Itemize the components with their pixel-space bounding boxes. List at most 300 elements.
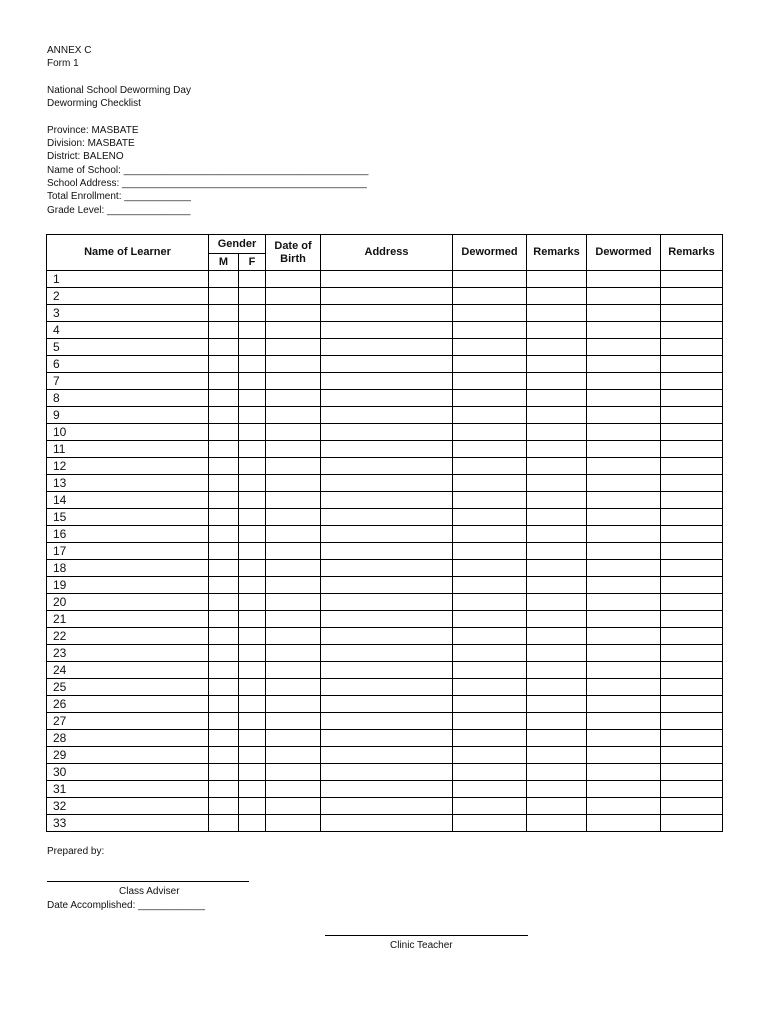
table-cell <box>527 271 587 288</box>
province-field: Province: MASBATE <box>47 125 139 136</box>
table-cell <box>209 441 239 458</box>
table-cell <box>266 662 321 679</box>
table-cell <box>209 509 239 526</box>
table-cell <box>527 730 587 747</box>
table-cell <box>453 747 527 764</box>
table-cell <box>239 356 266 373</box>
table-cell <box>209 662 239 679</box>
table-cell <box>453 781 527 798</box>
table-cell <box>453 288 527 305</box>
table-row <box>47 441 723 458</box>
table-cell <box>266 390 321 407</box>
row-number: 26 <box>47 696 209 713</box>
table-cell <box>587 696 661 713</box>
table-cell <box>527 407 587 424</box>
table-cell <box>661 543 723 560</box>
school-name-field: Name of School: ____________________________________________ <box>47 165 369 176</box>
table-cell <box>661 747 723 764</box>
deworming-checklist-table <box>46 234 723 832</box>
table-row <box>47 424 723 441</box>
table-cell <box>661 356 723 373</box>
table-row <box>47 798 723 815</box>
table-cell <box>321 730 453 747</box>
table-cell <box>527 713 587 730</box>
table-cell <box>321 356 453 373</box>
row-number: 22 <box>47 628 209 645</box>
row-number: 6 <box>47 356 209 373</box>
table-cell <box>661 288 723 305</box>
col-header-address: Address <box>321 235 453 271</box>
table-cell <box>587 747 661 764</box>
class-adviser-label: Class Adviser <box>119 886 180 897</box>
table-cell <box>266 577 321 594</box>
table-row <box>47 475 723 492</box>
table-cell <box>661 730 723 747</box>
col-header-remarks-2: Remarks <box>661 235 723 271</box>
table-cell <box>321 373 453 390</box>
table-cell <box>587 509 661 526</box>
table-cell <box>527 543 587 560</box>
table-cell <box>239 560 266 577</box>
table-cell <box>266 492 321 509</box>
table-cell <box>453 339 527 356</box>
table-row <box>47 560 723 577</box>
table-cell <box>239 543 266 560</box>
table-cell <box>321 560 453 577</box>
table-cell <box>266 458 321 475</box>
row-number: 14 <box>47 492 209 509</box>
table-cell <box>266 560 321 577</box>
table-cell <box>321 322 453 339</box>
table-cell <box>453 730 527 747</box>
table-cell <box>321 764 453 781</box>
table-cell <box>587 713 661 730</box>
table-cell <box>661 594 723 611</box>
table-cell <box>527 815 587 832</box>
form-label: Form 1 <box>47 58 79 69</box>
table-cell <box>239 798 266 815</box>
table-cell <box>209 645 239 662</box>
table-cell <box>239 696 266 713</box>
table-cell <box>661 815 723 832</box>
table-cell <box>209 407 239 424</box>
table-cell <box>661 509 723 526</box>
table-cell <box>266 730 321 747</box>
table-cell <box>209 696 239 713</box>
prepared-by-label: Prepared by: <box>47 846 105 857</box>
table-cell <box>321 543 453 560</box>
table-cell <box>527 526 587 543</box>
table-row <box>47 594 723 611</box>
table-cell <box>321 271 453 288</box>
grade-level-field: Grade Level: _______________ <box>47 205 191 216</box>
table-cell <box>239 390 266 407</box>
row-number: 23 <box>47 645 209 662</box>
table-cell <box>587 373 661 390</box>
table-cell <box>266 288 321 305</box>
table-cell <box>266 781 321 798</box>
table-cell <box>453 407 527 424</box>
table-cell <box>266 305 321 322</box>
table-cell <box>587 815 661 832</box>
table-cell <box>527 611 587 628</box>
annex-label: ANNEX C <box>47 45 92 56</box>
table-row <box>47 373 723 390</box>
row-number: 3 <box>47 305 209 322</box>
table-cell <box>527 764 587 781</box>
table-cell <box>661 781 723 798</box>
table-cell <box>587 730 661 747</box>
table-cell <box>266 645 321 662</box>
table-cell <box>453 594 527 611</box>
row-number: 10 <box>47 424 209 441</box>
table-row <box>47 815 723 832</box>
table-row <box>47 492 723 509</box>
table-cell <box>453 543 527 560</box>
table-cell <box>527 645 587 662</box>
table-cell <box>239 407 266 424</box>
table-cell <box>239 441 266 458</box>
table-cell <box>527 798 587 815</box>
table-cell <box>321 509 453 526</box>
col-header-gender: Gender <box>209 235 266 254</box>
row-number: 2 <box>47 288 209 305</box>
table-cell <box>453 526 527 543</box>
table-cell <box>527 594 587 611</box>
table-cell <box>266 594 321 611</box>
table-cell <box>209 611 239 628</box>
table-cell <box>321 390 453 407</box>
table-cell <box>587 288 661 305</box>
table-row <box>47 662 723 679</box>
table-row <box>47 747 723 764</box>
table-cell <box>453 577 527 594</box>
table-cell <box>209 747 239 764</box>
table-cell <box>527 356 587 373</box>
table-cell <box>266 526 321 543</box>
table-cell <box>239 526 266 543</box>
row-number: 28 <box>47 730 209 747</box>
table-cell <box>587 662 661 679</box>
table-cell <box>527 390 587 407</box>
table-cell <box>321 441 453 458</box>
table-cell <box>453 645 527 662</box>
table-cell <box>453 628 527 645</box>
table-cell <box>527 696 587 713</box>
table-row <box>47 611 723 628</box>
table-cell <box>661 696 723 713</box>
table-cell <box>239 424 266 441</box>
table-cell <box>266 628 321 645</box>
table-row <box>47 526 723 543</box>
table-cell <box>266 543 321 560</box>
row-number: 9 <box>47 407 209 424</box>
clinic-teacher-label: Clinic Teacher <box>390 940 453 951</box>
table-cell <box>239 322 266 339</box>
table-cell <box>453 764 527 781</box>
table-cell <box>209 798 239 815</box>
table-cell <box>209 390 239 407</box>
table-cell <box>661 713 723 730</box>
table-cell <box>266 424 321 441</box>
table-cell <box>661 662 723 679</box>
table-cell <box>266 322 321 339</box>
table-cell <box>527 679 587 696</box>
table-cell <box>321 339 453 356</box>
table-cell <box>661 611 723 628</box>
table-cell <box>453 611 527 628</box>
table-cell <box>661 798 723 815</box>
row-number: 8 <box>47 390 209 407</box>
table-row <box>47 458 723 475</box>
table-cell <box>321 747 453 764</box>
table-cell <box>239 492 266 509</box>
table-row <box>47 288 723 305</box>
table-cell <box>453 662 527 679</box>
row-number: 17 <box>47 543 209 560</box>
table-cell <box>209 373 239 390</box>
table-cell <box>239 764 266 781</box>
col-header-dewormed-2: Dewormed <box>587 235 661 271</box>
table-cell <box>209 577 239 594</box>
row-number: 16 <box>47 526 209 543</box>
col-header-female: F <box>239 254 266 271</box>
table-cell <box>266 764 321 781</box>
table-cell <box>661 492 723 509</box>
table-cell <box>266 441 321 458</box>
table-cell <box>661 560 723 577</box>
table-cell <box>209 356 239 373</box>
table-cell <box>587 781 661 798</box>
table-cell <box>321 458 453 475</box>
table-cell <box>209 271 239 288</box>
table-cell <box>321 594 453 611</box>
table-cell <box>587 628 661 645</box>
table-cell <box>453 305 527 322</box>
table-cell <box>321 696 453 713</box>
row-number: 4 <box>47 322 209 339</box>
table-cell <box>587 764 661 781</box>
row-number: 1 <box>47 271 209 288</box>
table-cell <box>239 509 266 526</box>
table-row <box>47 271 723 288</box>
table-cell <box>321 288 453 305</box>
table-cell <box>266 271 321 288</box>
table-cell <box>527 577 587 594</box>
table-cell <box>661 458 723 475</box>
table-cell <box>239 713 266 730</box>
table-cell <box>239 594 266 611</box>
table-cell <box>266 475 321 492</box>
table-row <box>47 713 723 730</box>
table-cell <box>239 679 266 696</box>
table-cell <box>587 390 661 407</box>
table-cell <box>453 475 527 492</box>
table-cell <box>209 305 239 322</box>
table-cell <box>209 764 239 781</box>
table-cell <box>321 424 453 441</box>
table-cell <box>209 458 239 475</box>
table-cell <box>661 407 723 424</box>
table-cell <box>661 271 723 288</box>
table-cell <box>266 407 321 424</box>
table-cell <box>527 475 587 492</box>
table-cell <box>527 288 587 305</box>
col-header-remarks-1: Remarks <box>527 235 587 271</box>
row-number: 27 <box>47 713 209 730</box>
table-cell <box>266 696 321 713</box>
table-cell <box>587 322 661 339</box>
table-cell <box>587 339 661 356</box>
table-cell <box>453 679 527 696</box>
table-cell <box>587 424 661 441</box>
table-cell <box>587 594 661 611</box>
table-cell <box>266 611 321 628</box>
table-cell <box>587 560 661 577</box>
table-cell <box>661 322 723 339</box>
col-header-dob: Date of Birth <box>266 235 321 271</box>
col-header-male: M <box>209 254 239 271</box>
table-cell <box>661 526 723 543</box>
table-cell <box>266 356 321 373</box>
table-cell <box>209 679 239 696</box>
table-row <box>47 679 723 696</box>
table-cell <box>587 798 661 815</box>
row-number: 12 <box>47 458 209 475</box>
table-cell <box>587 526 661 543</box>
table-row <box>47 305 723 322</box>
table-cell <box>661 577 723 594</box>
school-address-field: School Address: ____________________________________________ <box>47 178 367 189</box>
table-cell <box>453 713 527 730</box>
row-number: 5 <box>47 339 209 356</box>
table-row <box>47 509 723 526</box>
table-cell <box>321 798 453 815</box>
table-cell <box>209 543 239 560</box>
table-cell <box>239 815 266 832</box>
table-cell <box>239 339 266 356</box>
table-cell <box>661 628 723 645</box>
table-cell <box>453 458 527 475</box>
table-cell <box>587 611 661 628</box>
table-cell <box>239 747 266 764</box>
table-cell <box>527 322 587 339</box>
table-cell <box>527 662 587 679</box>
table-cell <box>321 577 453 594</box>
table-cell <box>527 492 587 509</box>
table-cell <box>661 475 723 492</box>
table-cell <box>209 781 239 798</box>
table-row <box>47 543 723 560</box>
table-cell <box>453 271 527 288</box>
table-row <box>47 645 723 662</box>
table-cell <box>453 798 527 815</box>
table-cell <box>209 339 239 356</box>
table-cell <box>527 305 587 322</box>
table-cell <box>239 271 266 288</box>
table-cell <box>661 441 723 458</box>
table-cell <box>587 679 661 696</box>
table-cell <box>527 781 587 798</box>
table-cell <box>587 441 661 458</box>
table-cell <box>527 424 587 441</box>
table-cell <box>661 373 723 390</box>
table-cell <box>587 492 661 509</box>
total-enrollment-field: Total Enrollment: ____________ <box>47 191 191 202</box>
table-row <box>47 407 723 424</box>
row-number: 32 <box>47 798 209 815</box>
table-cell <box>587 645 661 662</box>
table-cell <box>321 407 453 424</box>
table-cell <box>209 628 239 645</box>
table-cell <box>239 730 266 747</box>
table-cell <box>453 373 527 390</box>
table-cell <box>527 747 587 764</box>
table-row <box>47 339 723 356</box>
table-cell <box>239 577 266 594</box>
col-header-name: Name of Learner <box>47 235 209 271</box>
table-cell <box>321 305 453 322</box>
table-cell <box>453 424 527 441</box>
table-cell <box>321 628 453 645</box>
table-cell <box>266 798 321 815</box>
table-cell <box>527 628 587 645</box>
table-cell <box>587 577 661 594</box>
row-number: 29 <box>47 747 209 764</box>
table-cell <box>453 815 527 832</box>
table-cell <box>587 458 661 475</box>
table-cell <box>209 815 239 832</box>
table-cell <box>209 713 239 730</box>
table-cell <box>321 679 453 696</box>
table-cell <box>321 492 453 509</box>
table-row <box>47 696 723 713</box>
table-cell <box>453 390 527 407</box>
clinic-teacher-signature-line <box>325 935 528 936</box>
table-cell <box>239 662 266 679</box>
table-row <box>47 356 723 373</box>
table-cell <box>239 628 266 645</box>
row-number: 25 <box>47 679 209 696</box>
table-cell <box>453 492 527 509</box>
table-cell <box>321 815 453 832</box>
table-cell <box>239 373 266 390</box>
table-cell <box>661 390 723 407</box>
table-cell <box>661 305 723 322</box>
table-cell <box>239 305 266 322</box>
table-cell <box>209 288 239 305</box>
table-cell <box>527 339 587 356</box>
table-cell <box>266 509 321 526</box>
table-cell <box>209 322 239 339</box>
table-row <box>47 764 723 781</box>
table-cell <box>527 373 587 390</box>
table-cell <box>239 288 266 305</box>
table-cell <box>527 560 587 577</box>
table-cell <box>321 781 453 798</box>
table-cell <box>266 679 321 696</box>
table-cell <box>209 475 239 492</box>
table-cell <box>266 815 321 832</box>
row-number: 19 <box>47 577 209 594</box>
table-row <box>47 781 723 798</box>
table-row <box>47 577 723 594</box>
table-cell <box>266 373 321 390</box>
adviser-signature-line <box>47 881 249 882</box>
table-cell <box>209 424 239 441</box>
table-row <box>47 628 723 645</box>
table-cell <box>587 407 661 424</box>
